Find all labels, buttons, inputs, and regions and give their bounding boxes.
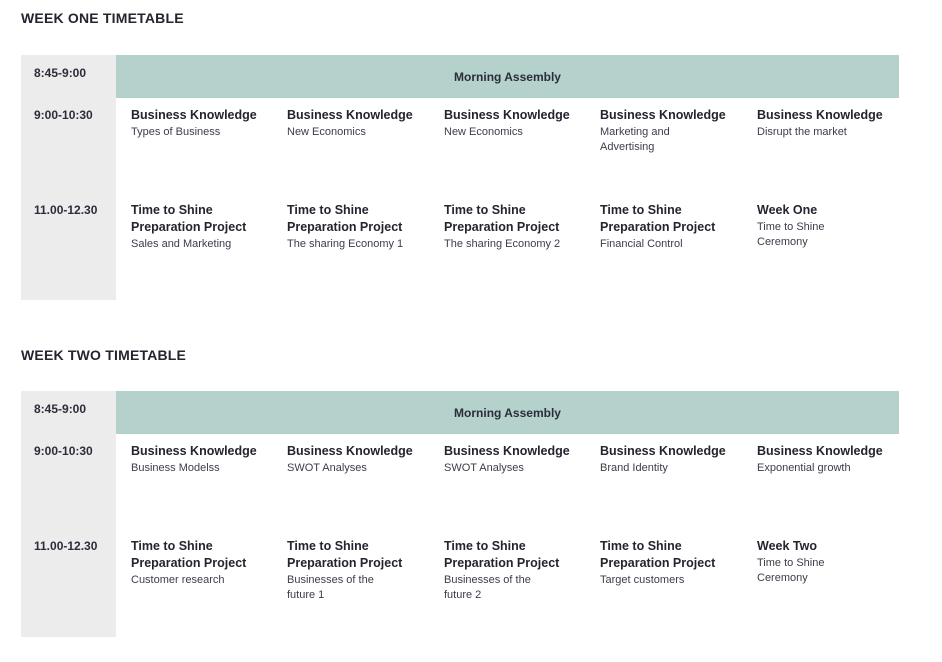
- session-cell: [444, 538, 574, 603]
- session-topic: Customer research: [131, 574, 225, 586]
- session-topic: Businesses of the future 2: [444, 574, 531, 601]
- session-cell: [131, 538, 261, 588]
- session-cell: [757, 443, 899, 476]
- session-cell: [287, 202, 417, 252]
- slot-assembly-time: 8:45-9:00: [34, 66, 87, 80]
- session-cell: [444, 107, 594, 140]
- session-cell: [600, 538, 730, 588]
- session-cell: [444, 443, 594, 476]
- session-title: Time to Shine Preparation Project: [444, 203, 560, 234]
- slot-morning-time: 9:00-10:30: [34, 444, 93, 458]
- session-topic: Businesses of the future 1: [287, 574, 374, 601]
- session-title: Time to Shine Preparation Project: [600, 539, 716, 570]
- slot-morning-time: 9:00-10:30: [34, 108, 93, 122]
- session-cell: [600, 107, 730, 155]
- session-cell: [600, 443, 750, 476]
- week-two-timetable: [21, 391, 899, 637]
- slot-late-morning-time: 11.00-12.30: [34, 539, 98, 553]
- session-topic: Financial Control: [600, 238, 683, 250]
- session-title: Business Knowledge: [757, 444, 883, 458]
- session-topic: Disrupt the market: [757, 126, 847, 138]
- session-title: Business Knowledge: [600, 108, 726, 122]
- session-topic: The sharing Economy 2: [444, 238, 561, 250]
- session-cell: [131, 443, 281, 476]
- session-title: Time to Shine Preparation Project: [287, 539, 403, 570]
- session-cell: [757, 107, 899, 140]
- week-one-timetable: [21, 55, 899, 300]
- session-cell: [757, 202, 857, 250]
- session-topic: Marketing and Advertising: [600, 126, 670, 153]
- session-title: Business Knowledge: [757, 108, 883, 122]
- session-cell: [757, 538, 857, 586]
- time-column: [21, 55, 116, 300]
- session-topic: New Economics: [287, 126, 366, 138]
- session-title: Business Knowledge: [444, 444, 570, 458]
- session-title: Business Knowledge: [131, 444, 257, 458]
- session-topic: Time to Shine Ceremony: [757, 221, 825, 248]
- session-title: Time to Shine Preparation Project: [131, 539, 247, 570]
- session-title: Business Knowledge: [287, 108, 413, 122]
- session-topic: Target customers: [600, 574, 685, 586]
- session-title: Business Knowledge: [444, 108, 570, 122]
- session-cell: [287, 107, 437, 140]
- session-topic: Business Modelss: [131, 462, 220, 474]
- session-topic: SWOT Analyses: [287, 462, 367, 474]
- session-title: Week One: [757, 203, 818, 217]
- session-cell: [287, 443, 437, 476]
- session-cell: [600, 202, 730, 252]
- session-cell: [444, 202, 574, 252]
- session-topic: Time to Shine Ceremony: [757, 557, 825, 584]
- morning-assembly-bar: Morning Assembly: [116, 391, 899, 434]
- session-title: Time to Shine Preparation Project: [444, 539, 560, 570]
- session-title: Time to Shine Preparation Project: [287, 203, 403, 234]
- session-topic: Brand Identity: [600, 462, 668, 474]
- week-two-title: WEEK TWO TIMETABLE: [21, 347, 187, 363]
- session-topic: Types of Business: [131, 126, 221, 138]
- session-title: Time to Shine Preparation Project: [131, 203, 247, 234]
- session-cell: [131, 202, 261, 252]
- session-cell: [131, 107, 281, 140]
- session-title: Business Knowledge: [600, 444, 726, 458]
- session-cell: [287, 538, 417, 603]
- session-topic: New Economics: [444, 126, 523, 138]
- session-title: Week Two: [757, 539, 817, 553]
- time-column: [21, 391, 116, 637]
- session-topic: Sales and Marketing: [131, 238, 232, 250]
- slot-late-morning-time: 11.00-12.30: [34, 203, 98, 217]
- session-title: Business Knowledge: [287, 444, 413, 458]
- session-topic: SWOT Analyses: [444, 462, 524, 474]
- slot-assembly-time: 8:45-9:00: [34, 402, 87, 416]
- session-topic: The sharing Economy 1: [287, 238, 404, 250]
- session-title: Time to Shine Preparation Project: [600, 203, 716, 234]
- session-title: Business Knowledge: [131, 108, 257, 122]
- morning-assembly-bar: Morning Assembly: [116, 55, 899, 98]
- week-one-title: WEEK ONE TIMETABLE: [21, 10, 184, 26]
- session-topic: Exponential growth: [757, 462, 851, 474]
